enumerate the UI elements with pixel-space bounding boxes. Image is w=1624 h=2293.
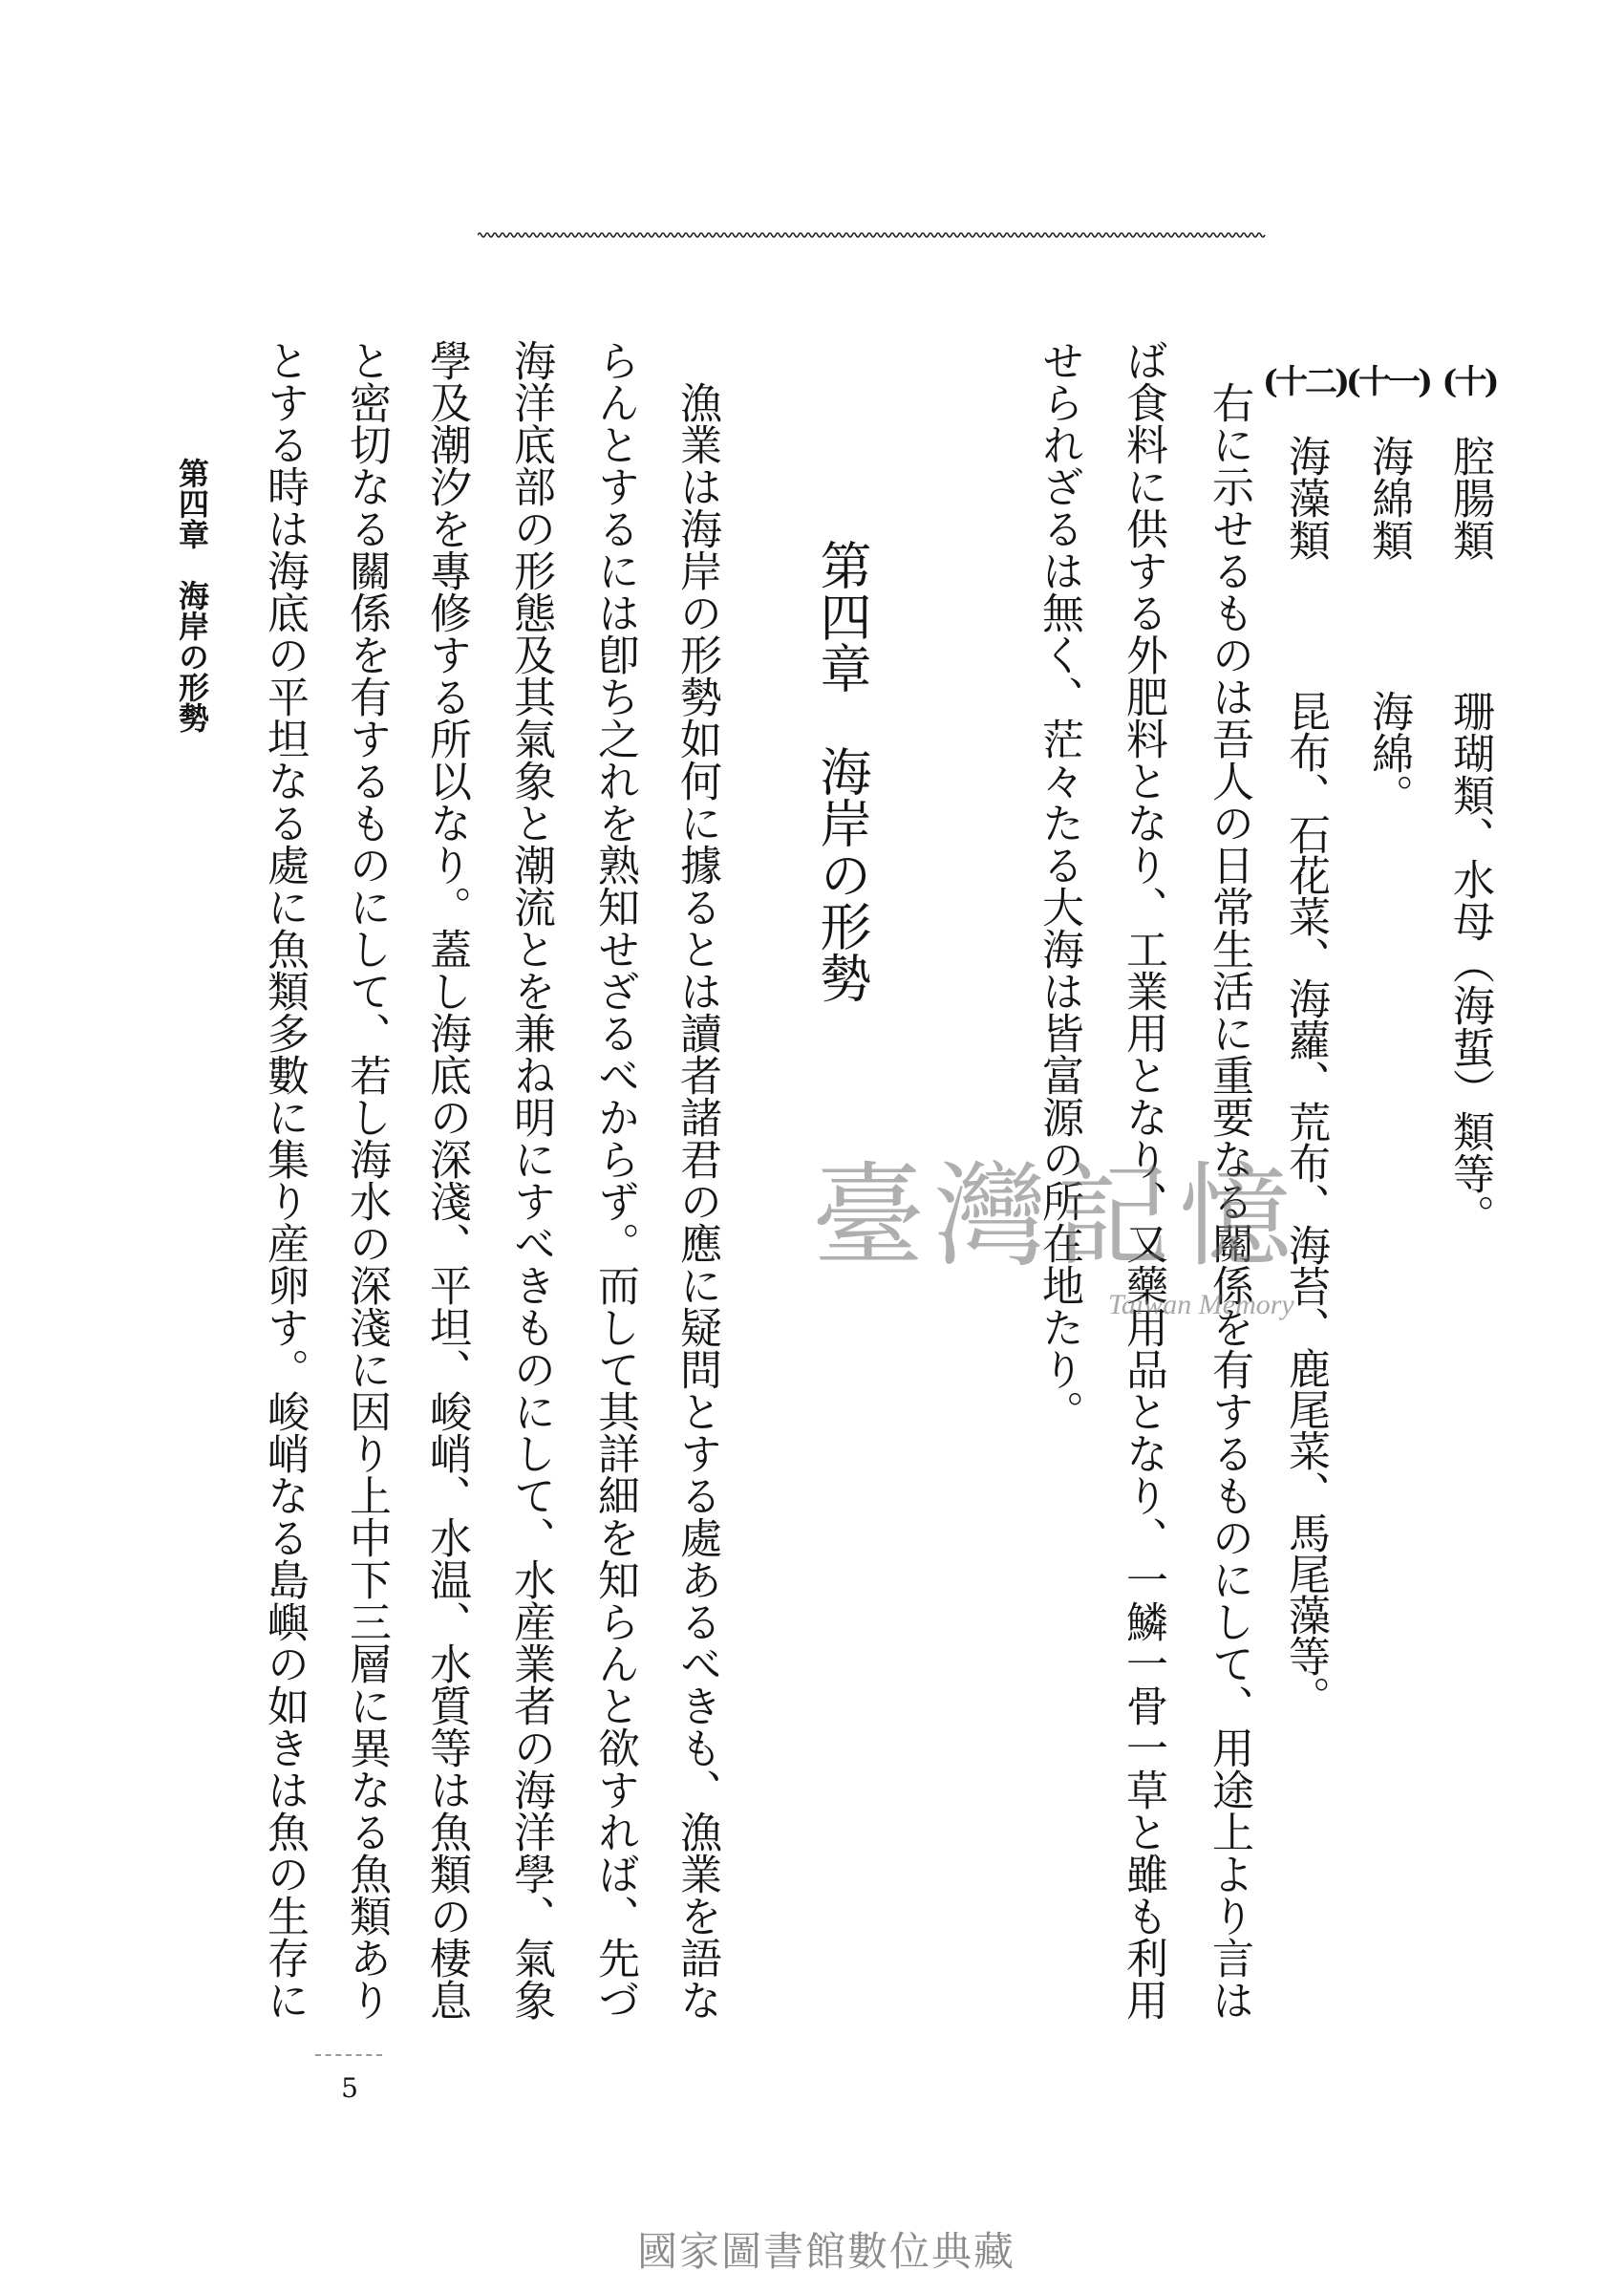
watermark-subtitle: Taiwan Memory: [1108, 1289, 1294, 1320]
paragraph-line: 海洋底部の形態及其氣象と潮流とを兼ね明にすべきものにして、水産業者の海洋學、氣象: [506, 339, 555, 2021]
paragraph-line: とする時は海底の平坦なる處に魚類多數に集り産卵す。峻峭なる島嶼の如きは魚の生存に: [260, 339, 309, 2021]
list-item-examples: 昆布、石花菜、海蘿、荒布、海苔、鹿尾菜、馬尾藻等。: [1281, 690, 1330, 1717]
paragraph-line: 漁業は海岸の形勢如何に據るとは讀者諸君の應に疑問とする處あるべきも、漁業を語な: [673, 381, 721, 2021]
page-number-ornament: [315, 2054, 382, 2056]
chapter-heading: 第四章 海岸の形勢: [812, 539, 872, 1003]
list-item-label: (十一): [1345, 363, 1431, 401]
wavy-rule: [478, 229, 1271, 241]
paragraph-line: 學及潮汐を專修する所以なり。蓋し海底の深淺、平坦、峻峭、水温、水質等は魚類の棲息: [422, 339, 471, 2021]
list-item-name: 腔腸類: [1445, 435, 1494, 561]
list-item-label: (十二): [1262, 363, 1348, 401]
list-item-label: (十): [1442, 363, 1497, 401]
watermark-title: 臺灣記憶: [812, 1150, 1302, 1282]
footer-caption: 國家圖書館數位典藏: [636, 2228, 1015, 2275]
list-item-examples: 海綿。: [1364, 690, 1413, 816]
paragraph-line: と密切なる關係を有するものにして、若し海水の深淺に因り上中下三層に異なる魚類あり: [342, 339, 391, 2021]
paragraph-line: せられざるは無く、茫々たる大海は皆富源の所在地たり。: [1035, 339, 1083, 1432]
list-item-name: 海綿類: [1364, 435, 1413, 561]
paragraph-line: ば食料に供する外肥料となり、工業用となり、又藥用品となり、一鱗一骨一草と雖も利用: [1119, 339, 1167, 2021]
page-number: 5: [341, 2072, 358, 2104]
running-header: 第四章 海岸の形勢: [174, 458, 210, 733]
paragraph-line: らんとするには卽ち之れを熟知せざるべからず。而して其詳細を知らんと欲すれば、先づ: [590, 339, 639, 2021]
list-item-name: 海藻類: [1281, 435, 1330, 561]
paragraph-line: 右に示せるものは吾人の日常生活に重要なる關係を有するものにして、用途上より言は: [1205, 381, 1253, 2021]
list-item-examples: 珊瑚類、水母（海蜇）類等。: [1445, 690, 1494, 1236]
